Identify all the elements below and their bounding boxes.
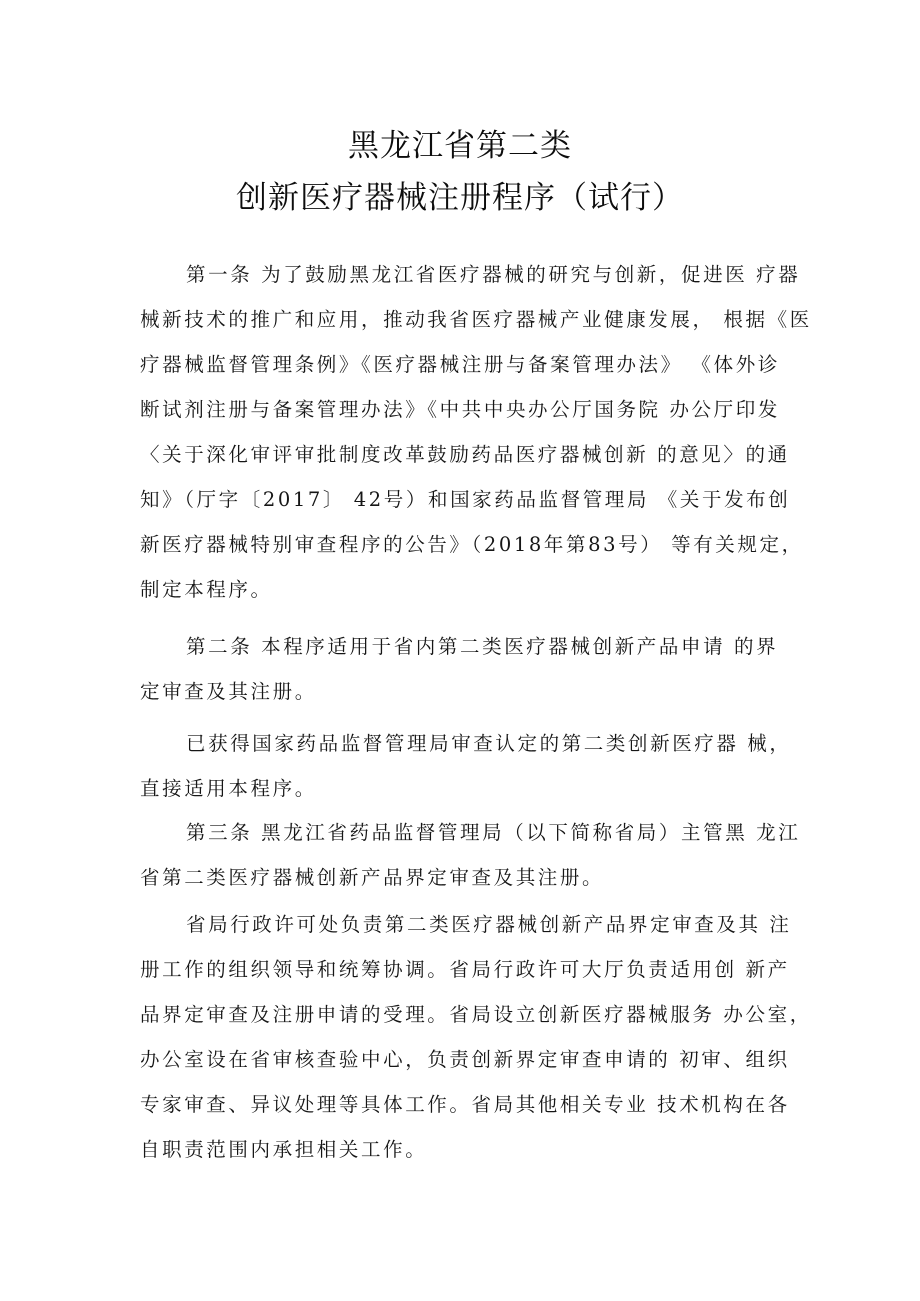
article-1-line-5: 〈关于深化审评审批制度改革鼓励药品医疗器械创新 的意见〉的通 — [140, 443, 790, 466]
article-1-line-8: 制定本程序。 — [140, 578, 273, 601]
article-3-para-2-line-2: 册工作的组织领导和统筹协调。省局行政许可大厅负责适用创 新产 — [140, 958, 790, 981]
article-3-line-2: 省第二类医疗器械创新产品界定审查及其注册。 — [140, 866, 605, 889]
article-1-line-7: 新医疗器械特别审查程序的公告》（2018年第83号） 等有关规定， — [140, 533, 804, 556]
article-3-line-1: 第三条 黑龙江省药品监督管理局（以下简称省局）主管黑 龙江 — [186, 821, 801, 844]
article-1-line-1: 第一条 为了鼓励黑龙江省医疗器械的研究与创新，促进医 疗器 — [186, 263, 801, 286]
article-3-para-2-line-6: 自职责范围内承担相关工作。 — [140, 1138, 428, 1161]
article-2-para-2-line-1: 已获得国家药品监督管理局审查认定的第二类创新医疗器 械， — [186, 732, 792, 755]
article-2-line-1: 第二条 本程序适用于省内第二类医疗器械创新产品申请 的界 — [186, 635, 779, 658]
article-1-line-2: 械新技术的推广和应用，推动我省医疗器械产业健康发展， 根据《医 — [140, 308, 812, 331]
article-1-line-6: 知》（厅字〔2017〕 42号）和国家药品监督管理局 《关于发布创 — [140, 488, 791, 511]
article-2-para-2-line-2: 直接适用本程序。 — [140, 777, 317, 800]
article-3-para-2-line-1: 省局行政许可处负责第二类医疗器械创新产品界定审查及其 注 — [186, 913, 792, 936]
document-title-line1: 黑龙江省第二类 — [348, 128, 572, 164]
article-1-line-4: 断试剂注册与备案管理办法》《中共中央办公厅国务院 办公厅印发 — [140, 398, 780, 421]
article-1-line-3: 疗器械监督管理条例》《医疗器械注册与备案管理办法》 《体外诊 — [140, 353, 780, 376]
document-title-line2: 创新医疗器械注册程序（试行） — [236, 180, 684, 216]
article-2-line-2: 定审查及其注册。 — [140, 680, 317, 703]
article-3-para-2-line-5: 专家审查、异议处理等具体工作。省局其他相关专业 技术机构在各 — [140, 1093, 790, 1116]
article-3-para-2-line-4: 办公室设在省审核查验中心，负责创新界定审查申请的 初审、组织 — [140, 1048, 790, 1071]
article-3-para-2-line-3: 品界定审查及注册申请的受理。省局设立创新医疗器械服务 办公室， — [140, 1003, 812, 1026]
